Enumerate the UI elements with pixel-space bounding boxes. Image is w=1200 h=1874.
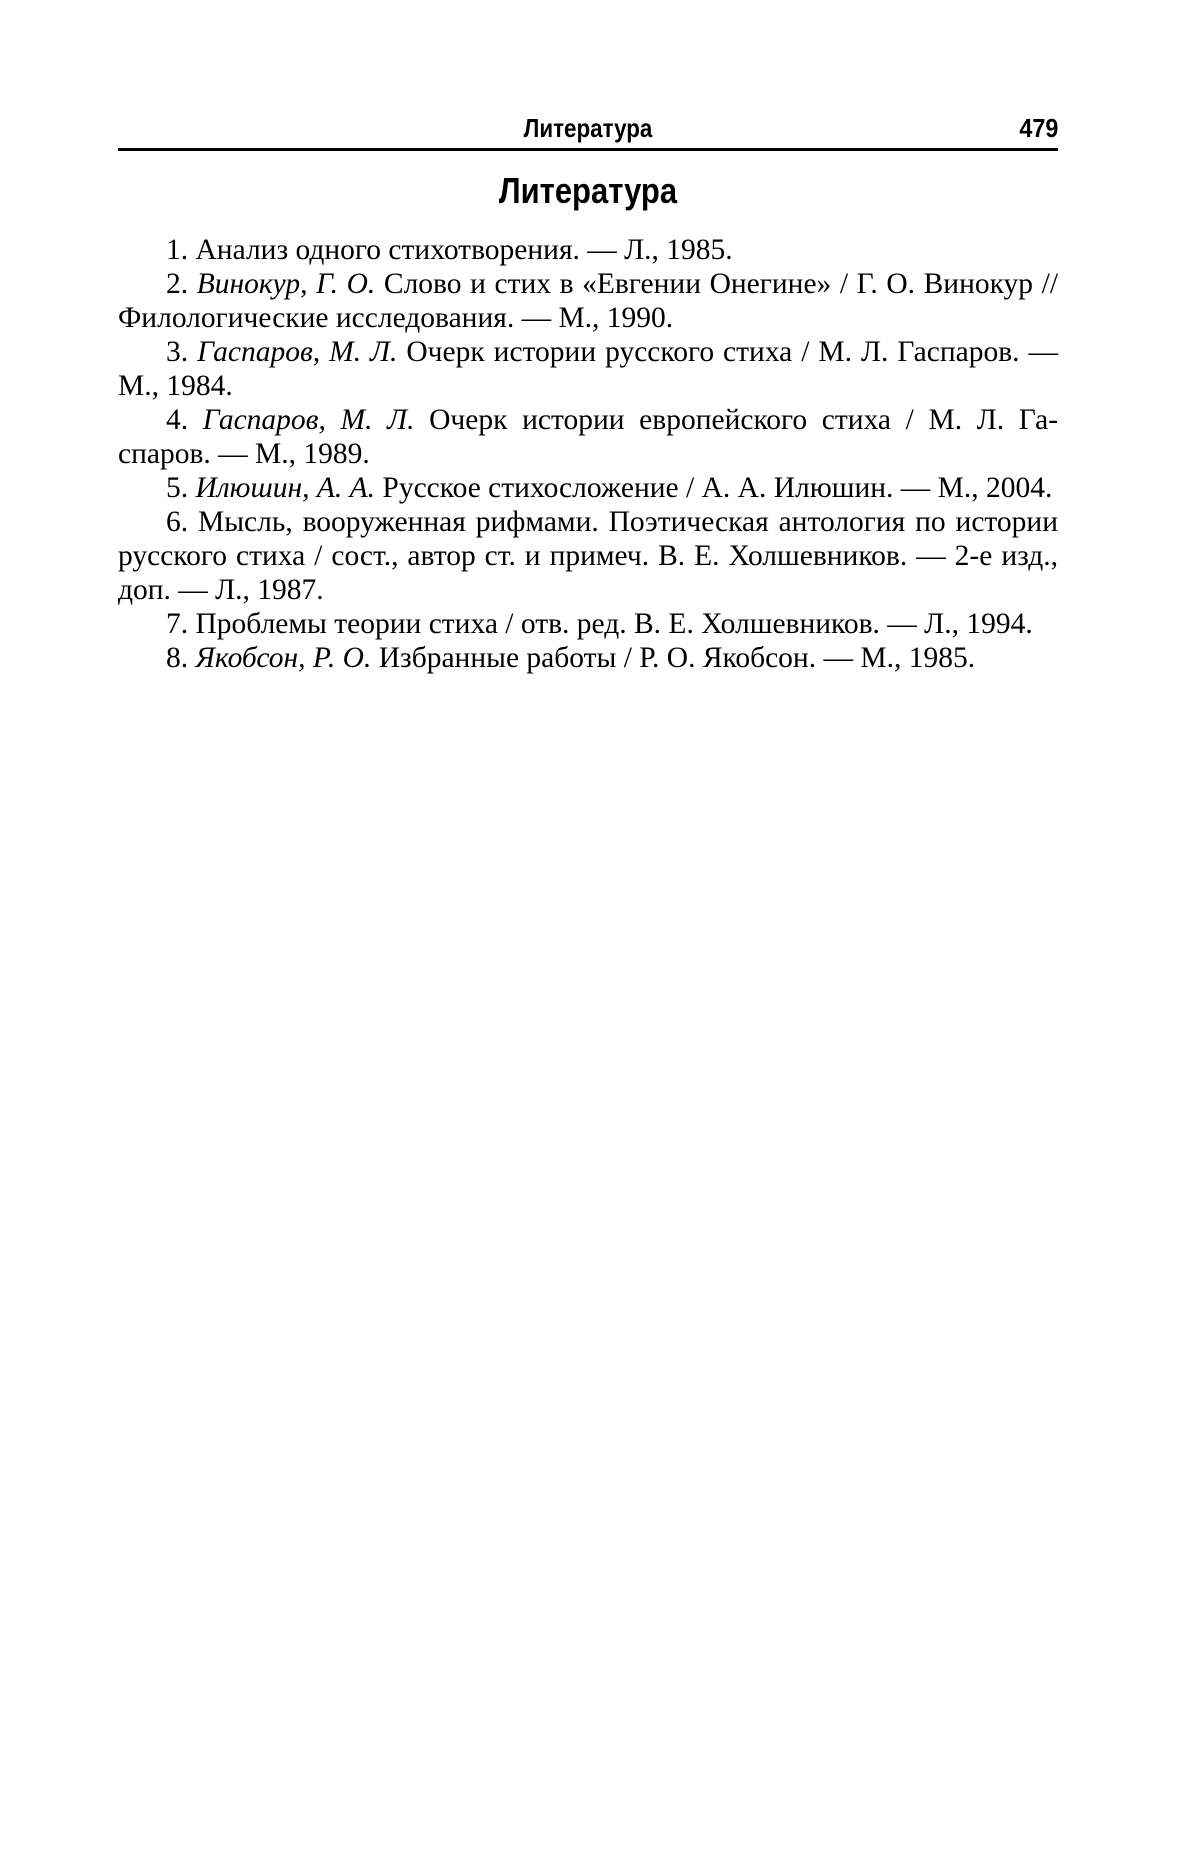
section-title: Литература: [498, 170, 678, 211]
bibliography-entry: [118, 607, 1058, 641]
entry-number: 1.: [166, 234, 189, 266]
entry-number: 6.: [166, 506, 189, 538]
entry-number: 2.: [166, 268, 189, 300]
entry-author: Гаспаров, М. Л.: [197, 336, 398, 368]
entry-text: Проблемы теории стиха / отв. ред. В. Е. Холшевников. — Л., 1994.: [195, 608, 1033, 640]
entry-author: Гаспаров, М. Л.: [202, 404, 415, 436]
bibliography-list: [118, 233, 1058, 675]
entry-author: Винокур, Г. О.: [196, 268, 376, 300]
bibliography-entry: [118, 505, 1058, 607]
entry-text: Избранные работы / Р. О. Якобсон. — М., 1985.: [378, 642, 976, 674]
entry-number: 5.: [166, 472, 189, 504]
entry-author: Илюшин, А. А.: [195, 472, 376, 504]
entry-number: 8.: [166, 642, 189, 674]
entry-text: Русское стихосложение / А. А. Илюшин. — М., 2004.: [382, 472, 1053, 504]
entry-text: Мысль, вооруженная рифмами. Поэтическая антология по истории русского стиха / сост., автор ст. и примеч. В. Е. Холшевников. — 2-е изд., доп. — Л., 1987.: [118, 506, 1058, 606]
page-number: 479: [1018, 113, 1058, 143]
entry-number: 4.: [166, 404, 189, 436]
entry-number: 7.: [166, 608, 189, 640]
bibliography-entry: [118, 403, 1058, 471]
bibliography-entry: [118, 233, 1058, 267]
running-title: Литература: [523, 113, 653, 143]
running-head: [118, 108, 1058, 151]
bibliography-entry: [118, 471, 1058, 505]
entry-text: Очерк истории европейского стиха / М. Л. Гаспаров. — М., 1989.: [118, 404, 1059, 470]
bibliography-entry: [118, 267, 1058, 335]
bibliography-entry: [118, 641, 1058, 675]
entry-author: Якобсон, Р. О.: [195, 642, 372, 674]
entry-text: Очерк истории русского стиха / М. Л. Гаспаров. — М., 1984.: [118, 336, 1058, 402]
book-page: [118, 108, 1058, 675]
entry-text: Анализ одного стихотворения. — Л., 1985.: [195, 234, 733, 266]
entry-number: 3.: [166, 336, 189, 368]
entry-text: Слово и стих в «Евгении Онегине» / Г. О. Винокур // Филологические исследования. — М., 1990.: [118, 268, 1059, 334]
bibliography-entry: [118, 335, 1058, 403]
